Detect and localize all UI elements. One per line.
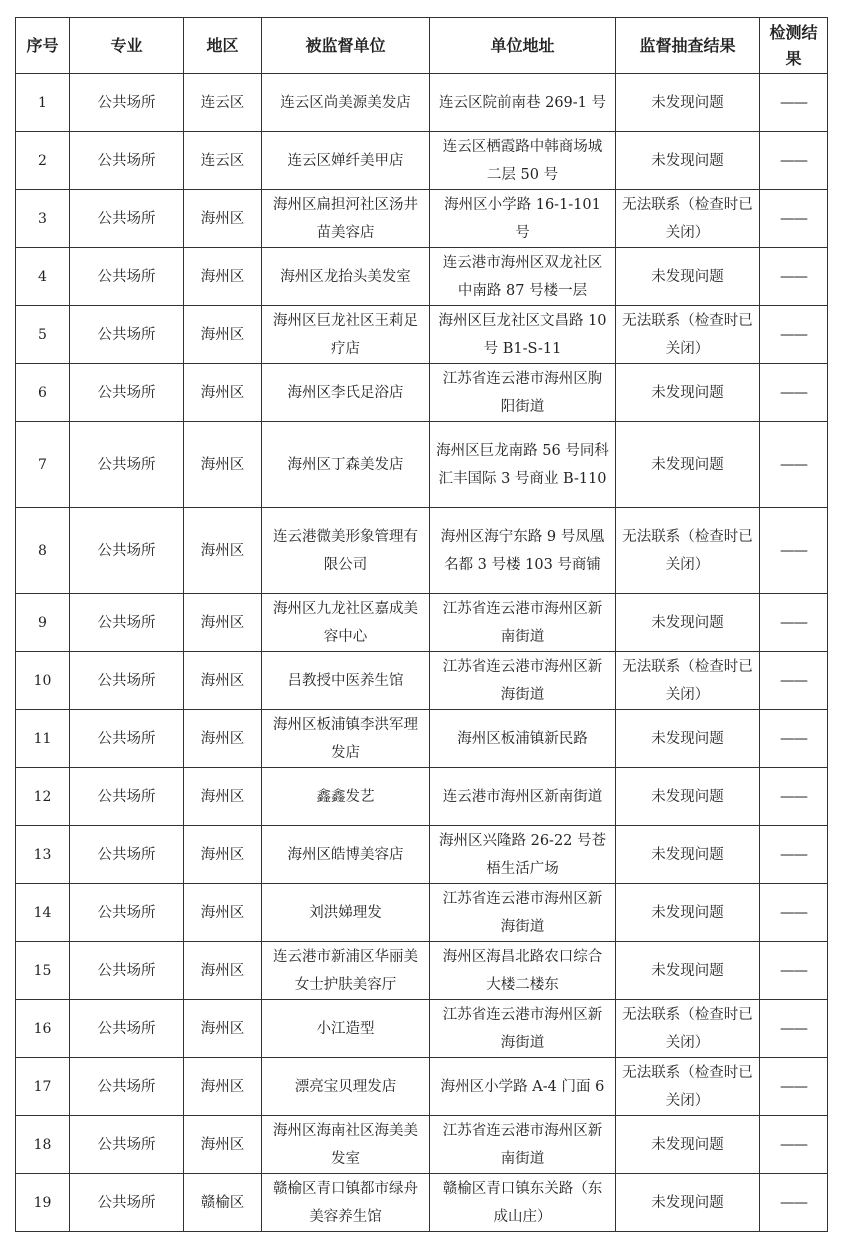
cell-no: 18 bbox=[16, 1116, 70, 1174]
cell-region: 海州区 bbox=[184, 1000, 262, 1058]
cell-region: 海州区 bbox=[184, 826, 262, 884]
cell-type: 公共场所 bbox=[70, 190, 184, 248]
cell-no: 12 bbox=[16, 768, 70, 826]
cell-type: 公共场所 bbox=[70, 942, 184, 1000]
cell-unit: 赣榆区青口镇都市绿舟美容养生馆 bbox=[262, 1174, 430, 1232]
table-row bbox=[16, 768, 828, 826]
cell-result: 未发现问题 bbox=[616, 364, 760, 422]
cell-region: 海州区 bbox=[184, 594, 262, 652]
cell-result: 无法联系（检查时已关闭） bbox=[616, 652, 760, 710]
cell-no: 7 bbox=[16, 422, 70, 508]
cell-no: 11 bbox=[16, 710, 70, 768]
cell-region: 海州区 bbox=[184, 710, 262, 768]
cell-result: 无法联系（检查时已关闭） bbox=[616, 1058, 760, 1116]
cell-unit: 小江造型 bbox=[262, 1000, 430, 1058]
cell-unit: 海州区龙抬头美发室 bbox=[262, 248, 430, 306]
cell-region: 海州区 bbox=[184, 942, 262, 1000]
table-row bbox=[16, 364, 828, 422]
cell-no: 4 bbox=[16, 248, 70, 306]
cell-address: 海州区海宁东路 9 号凤凰名都 3 号楼 103 号商铺 bbox=[430, 508, 616, 594]
cell-result: 未发现问题 bbox=[616, 710, 760, 768]
cell-address: 江苏省连云港市海州区朐阳街道 bbox=[430, 364, 616, 422]
col-header-type: 专业 bbox=[70, 18, 184, 74]
cell-result: 未发现问题 bbox=[616, 942, 760, 1000]
cell-type: 公共场所 bbox=[70, 248, 184, 306]
cell-unit: 鑫鑫发艺 bbox=[262, 768, 430, 826]
cell-type: 公共场所 bbox=[70, 132, 184, 190]
cell-region: 连云区 bbox=[184, 74, 262, 132]
cell-address: 海州区巨龙南路 56 号同科汇丰国际 3 号商业 B-110 bbox=[430, 422, 616, 508]
cell-no: 6 bbox=[16, 364, 70, 422]
cell-unit: 连云区尚美源美发店 bbox=[262, 74, 430, 132]
col-header-result: 监督抽查结果 bbox=[616, 18, 760, 74]
cell-region: 海州区 bbox=[184, 190, 262, 248]
cell-test: —— bbox=[760, 364, 828, 422]
cell-type: 公共场所 bbox=[70, 1000, 184, 1058]
col-header-test: 检测结果 bbox=[760, 18, 828, 74]
cell-result: 未发现问题 bbox=[616, 422, 760, 508]
cell-unit: 吕教授中医养生馆 bbox=[262, 652, 430, 710]
cell-result: 未发现问题 bbox=[616, 884, 760, 942]
cell-address: 江苏省连云港市海州区新南街道 bbox=[430, 1116, 616, 1174]
table-row bbox=[16, 1116, 828, 1174]
cell-type: 公共场所 bbox=[70, 1058, 184, 1116]
cell-unit: 海州区九龙社区嘉成美容中心 bbox=[262, 594, 430, 652]
table-row bbox=[16, 508, 828, 594]
cell-address: 海州区小学路 16-1-101 号 bbox=[430, 190, 616, 248]
cell-no: 16 bbox=[16, 1000, 70, 1058]
cell-no: 8 bbox=[16, 508, 70, 594]
cell-no: 13 bbox=[16, 826, 70, 884]
cell-type: 公共场所 bbox=[70, 1116, 184, 1174]
cell-region: 海州区 bbox=[184, 364, 262, 422]
table-row bbox=[16, 942, 828, 1000]
cell-no: 15 bbox=[16, 942, 70, 1000]
table-row bbox=[16, 710, 828, 768]
cell-result: 未发现问题 bbox=[616, 1116, 760, 1174]
cell-region: 海州区 bbox=[184, 1058, 262, 1116]
cell-region: 海州区 bbox=[184, 768, 262, 826]
cell-result: 无法联系（检查时已关闭） bbox=[616, 306, 760, 364]
table-row bbox=[16, 422, 828, 508]
cell-address: 连云港市海州区双龙社区中南路 87 号楼一层 bbox=[430, 248, 616, 306]
cell-result: 未发现问题 bbox=[616, 74, 760, 132]
table-body bbox=[16, 74, 828, 1232]
cell-result: 未发现问题 bbox=[616, 594, 760, 652]
cell-address: 江苏省连云港市海州区新海街道 bbox=[430, 884, 616, 942]
cell-test: —— bbox=[760, 248, 828, 306]
cell-test: —— bbox=[760, 942, 828, 1000]
cell-address: 连云区栖霞路中韩商场城二层 50 号 bbox=[430, 132, 616, 190]
cell-region: 海州区 bbox=[184, 1116, 262, 1174]
table-row bbox=[16, 826, 828, 884]
cell-test: —— bbox=[760, 190, 828, 248]
cell-unit: 海州区皓博美容店 bbox=[262, 826, 430, 884]
cell-region: 海州区 bbox=[184, 422, 262, 508]
cell-result: 无法联系（检查时已关闭） bbox=[616, 190, 760, 248]
cell-unit: 海州区丁森美发店 bbox=[262, 422, 430, 508]
col-header-address: 单位地址 bbox=[430, 18, 616, 74]
cell-region: 海州区 bbox=[184, 884, 262, 942]
cell-address: 赣榆区青口镇东关路（东成山庄） bbox=[430, 1174, 616, 1232]
cell-result: 未发现问题 bbox=[616, 826, 760, 884]
cell-test: —— bbox=[760, 652, 828, 710]
cell-address: 江苏省连云港市海州区新南街道 bbox=[430, 594, 616, 652]
header-row bbox=[16, 18, 828, 74]
table-row bbox=[16, 652, 828, 710]
cell-test: —— bbox=[760, 884, 828, 942]
cell-type: 公共场所 bbox=[70, 884, 184, 942]
col-header-unit: 被监督单位 bbox=[262, 18, 430, 74]
cell-test: —— bbox=[760, 1174, 828, 1232]
cell-unit: 海州区板浦镇李洪军理发店 bbox=[262, 710, 430, 768]
cell-region: 海州区 bbox=[184, 248, 262, 306]
cell-test: —— bbox=[760, 1058, 828, 1116]
cell-test: —— bbox=[760, 768, 828, 826]
cell-address: 海州区巨龙社区文昌路 10 号 B1-S-11 bbox=[430, 306, 616, 364]
cell-region: 海州区 bbox=[184, 508, 262, 594]
cell-type: 公共场所 bbox=[70, 768, 184, 826]
table-row bbox=[16, 248, 828, 306]
cell-no: 9 bbox=[16, 594, 70, 652]
cell-test: —— bbox=[760, 306, 828, 364]
cell-unit: 刘洪娣理发 bbox=[262, 884, 430, 942]
inspection-table bbox=[15, 17, 828, 1232]
cell-test: —— bbox=[760, 1000, 828, 1058]
cell-unit: 海州区海南社区海美美发室 bbox=[262, 1116, 430, 1174]
table-row bbox=[16, 594, 828, 652]
cell-result: 未发现问题 bbox=[616, 768, 760, 826]
cell-no: 1 bbox=[16, 74, 70, 132]
cell-no: 14 bbox=[16, 884, 70, 942]
cell-unit: 漂亮宝贝理发店 bbox=[262, 1058, 430, 1116]
cell-result: 未发现问题 bbox=[616, 248, 760, 306]
cell-result: 无法联系（检查时已关闭） bbox=[616, 508, 760, 594]
cell-no: 19 bbox=[16, 1174, 70, 1232]
cell-unit: 连云区婵纤美甲店 bbox=[262, 132, 430, 190]
cell-region: 海州区 bbox=[184, 306, 262, 364]
cell-test: —— bbox=[760, 422, 828, 508]
table-row bbox=[16, 1058, 828, 1116]
table-row bbox=[16, 306, 828, 364]
cell-type: 公共场所 bbox=[70, 826, 184, 884]
table-row bbox=[16, 1000, 828, 1058]
cell-unit: 海州区巨龙社区王莉足疗店 bbox=[262, 306, 430, 364]
cell-type: 公共场所 bbox=[70, 306, 184, 364]
col-header-no: 序号 bbox=[16, 18, 70, 74]
cell-address: 连云港市海州区新南街道 bbox=[430, 768, 616, 826]
cell-test: —— bbox=[760, 826, 828, 884]
cell-unit: 连云港微美形象管理有限公司 bbox=[262, 508, 430, 594]
cell-address: 江苏省连云港市海州区新海街道 bbox=[430, 652, 616, 710]
table-row bbox=[16, 190, 828, 248]
cell-type: 公共场所 bbox=[70, 422, 184, 508]
cell-result: 未发现问题 bbox=[616, 1174, 760, 1232]
cell-test: —— bbox=[760, 594, 828, 652]
cell-test: —— bbox=[760, 1116, 828, 1174]
cell-unit: 海州区李氏足浴店 bbox=[262, 364, 430, 422]
cell-no: 10 bbox=[16, 652, 70, 710]
cell-type: 公共场所 bbox=[70, 74, 184, 132]
cell-type: 公共场所 bbox=[70, 652, 184, 710]
cell-test: —— bbox=[760, 710, 828, 768]
cell-type: 公共场所 bbox=[70, 364, 184, 422]
cell-result: 无法联系（检查时已关闭） bbox=[616, 1000, 760, 1058]
cell-address: 海州区小学路 A-4 门面 6 bbox=[430, 1058, 616, 1116]
cell-unit: 连云港市新浦区华丽美女士护肤美容厅 bbox=[262, 942, 430, 1000]
cell-address: 海州区海昌北路农口综合大楼二楼东 bbox=[430, 942, 616, 1000]
cell-address: 海州区兴隆路 26-22 号苍梧生活广场 bbox=[430, 826, 616, 884]
col-header-region: 地区 bbox=[184, 18, 262, 74]
cell-unit: 海州区扁担河社区汤井苗美容店 bbox=[262, 190, 430, 248]
cell-no: 3 bbox=[16, 190, 70, 248]
cell-no: 17 bbox=[16, 1058, 70, 1116]
cell-region: 赣榆区 bbox=[184, 1174, 262, 1232]
cell-test: —— bbox=[760, 74, 828, 132]
cell-address: 海州区板浦镇新民路 bbox=[430, 710, 616, 768]
table-row bbox=[16, 1174, 828, 1232]
cell-region: 海州区 bbox=[184, 652, 262, 710]
cell-result: 未发现问题 bbox=[616, 132, 760, 190]
table-row bbox=[16, 132, 828, 190]
cell-type: 公共场所 bbox=[70, 710, 184, 768]
cell-type: 公共场所 bbox=[70, 508, 184, 594]
cell-type: 公共场所 bbox=[70, 1174, 184, 1232]
table-row bbox=[16, 74, 828, 132]
cell-no: 2 bbox=[16, 132, 70, 190]
cell-region: 连云区 bbox=[184, 132, 262, 190]
cell-type: 公共场所 bbox=[70, 594, 184, 652]
cell-address: 江苏省连云港市海州区新海街道 bbox=[430, 1000, 616, 1058]
cell-test: —— bbox=[760, 508, 828, 594]
cell-no: 5 bbox=[16, 306, 70, 364]
table-row bbox=[16, 884, 828, 942]
cell-address: 连云区院前南巷 269-1 号 bbox=[430, 74, 616, 132]
cell-test: —— bbox=[760, 132, 828, 190]
